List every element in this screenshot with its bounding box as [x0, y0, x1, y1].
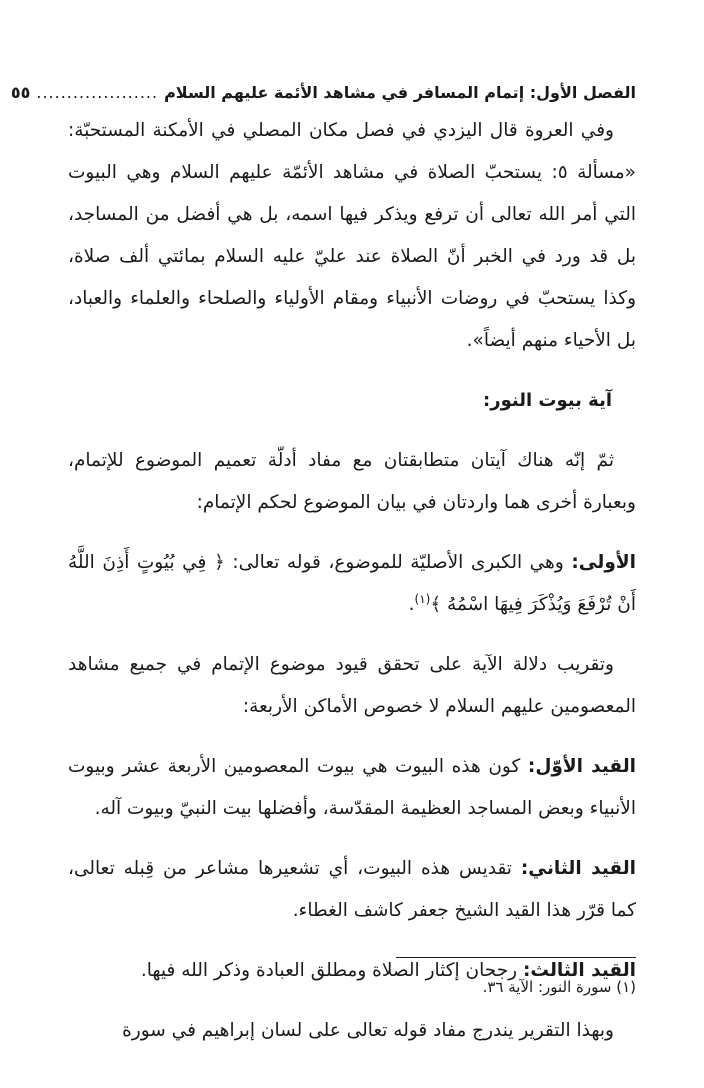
- footnote-divider: [396, 957, 636, 958]
- paragraph-lead: القيد الثاني:: [520, 858, 636, 879]
- paragraph-ibrahim-verse: وبهذا التقرير يندرج مفاد قوله تعالى على لسان إبراهيم في سورة: [122, 1020, 614, 1041]
- sentence-end: .: [408, 594, 415, 615]
- paragraph-lead: القيد الأوّل:: [527, 756, 636, 777]
- paragraph-lead: القيد الثالث:: [523, 960, 636, 981]
- page-number: ٥٥: [10, 83, 31, 102]
- spacer: [68, 422, 636, 440]
- paragraph-urwa-quote: وفي العروة قال اليزدي في فصل مكان المصلي في الأمكنة المستحبّة: «مسألة ٥: يستحبّ الصلاة في مشاهد الأئمّة عليهم السلام وهي البيوت التي أمر الله تعالى أن ترفع ويذكر فيها اسمه، بل هي أفضل من المساجد، بل قد ورد في الخبر أنّ الصلاة عند عليّ عليه السلام بمائتي ألف صلاة، وكذا يستحبّ في روضات الأنبياء ومقام الأولياء والصلحاء والعلماء والعباد، بل الأحياء منهم أيضاً».: [68, 120, 637, 351]
- paragraph-first-verse: [68, 542, 636, 626]
- spacer: [68, 932, 636, 950]
- running-header: [10, 80, 636, 106]
- spacer: [68, 362, 636, 380]
- quran-verse: ﴿ فِي بُيُوتٍ أَذِنَ اللَّهُ أَنْ تُرْفَعَ وَيُذْكَرَ فِيهَا اسْمُهُ ﴾: [68, 552, 636, 615]
- paragraph-text: وهي الكبرى الأصليّة للموضوع، قوله تعالى:: [232, 552, 564, 573]
- spacer: [68, 626, 636, 644]
- section-title: آية بيوت النور:: [483, 390, 612, 411]
- header-leader-dots: ....................: [36, 83, 159, 102]
- chapter-title: الفصل الأول: إتمام المسافر في مشاهد الأئمة عليهم السلام: [164, 83, 636, 102]
- footnote: (١) سورة النور: الآية ٣٦.: [482, 978, 636, 996]
- paragraph-lead: الأولى:: [571, 552, 636, 573]
- book-page: [10, 80, 637, 1052]
- spacer: [68, 524, 636, 542]
- paragraph-text: تقديس هذه البيوت، أي تشعيرها مشاعر من قِبله تعالى، كما قرّر هذا القيد الشيخ جعفر كاشف الغطاء.: [68, 858, 636, 921]
- paragraph-text: كون هذه البيوت هي بيوت المعصومين الأربعة عشر وبيوت الأنبياء وبعض المساجد العظيمة المقدّسة، وأفضلها بيت النبيّ وبيوت آله.: [68, 756, 636, 819]
- paragraph-text: رجحان إكثار الصلاة ومطلق العبادة وذكر الله فيها.: [140, 960, 518, 981]
- spacer: [68, 830, 636, 848]
- footnote-marker[interactable]: (١): [414, 591, 431, 606]
- paragraph-first-condition: [68, 746, 636, 830]
- page-body: [68, 110, 636, 1052]
- spacer: [68, 728, 636, 746]
- paragraph-verse-explanation: وتقريب دلالة الآية على تحقق قيود موضوع الإتمام في جميع مشاهد المعصومين عليهم السلام لا خصوص الأماكن الأربعة:: [68, 654, 636, 717]
- paragraph-second-condition: [68, 848, 636, 932]
- paragraph-two-verses: ثمّ إنّه هناك آيتان متطابقتان مع مفاد أدلّة تعميم الموضوع للإتمام، وبعبارة أخرى هما واردتان في بيان الموضوع لحكم الإتمام:: [68, 450, 636, 513]
